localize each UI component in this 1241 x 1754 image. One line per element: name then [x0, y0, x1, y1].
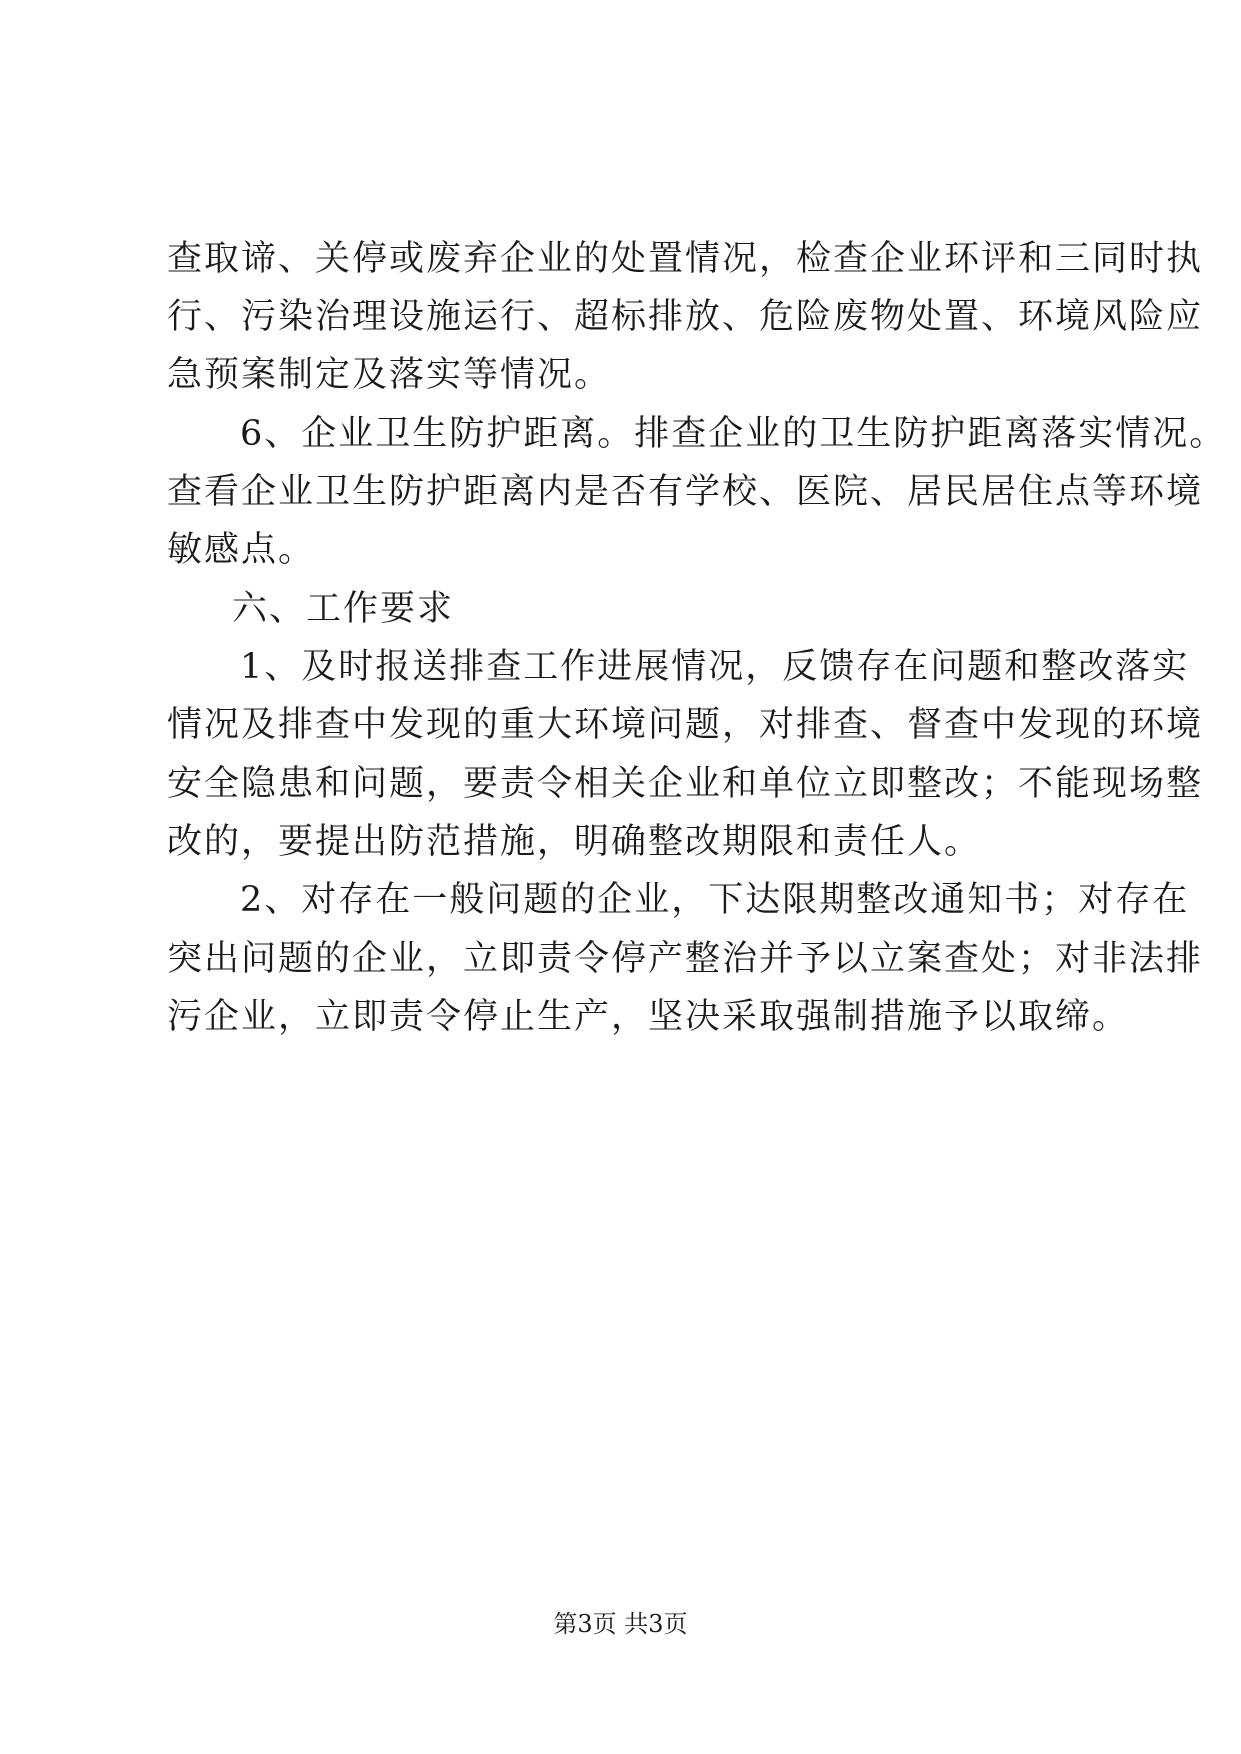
body-text-line: 查取谛、关停或废弃企业的处置情况，检查企业环评和三同时执 [167, 239, 1204, 279]
body-text-line: 行、污染治理设施运行、超标排放、危险废物处置、环境风险应 [167, 297, 1204, 337]
body-text-line: 查看企业卫生防护距离内是否有学校、医院、居民居住点等环境 [167, 472, 1204, 512]
body-text-line: 改的，要提出防范措施，明确整改期限和责任人。 [167, 822, 982, 862]
body-text-line: 敏感点。 [167, 530, 316, 570]
body-text-line: 6、企业卫生防护距离。排查企业的卫生防护距离落实情况。 [240, 414, 1227, 454]
body-text-line: 突出问题的企业，立即责令停产整治并予以立案查处；对非法排 [167, 939, 1204, 979]
body-text-line: 安全隐患和问题，要责令相关企业和单位立即整改；不能现场整 [167, 764, 1204, 804]
section-heading: 六、工作要求 [232, 589, 455, 629]
body-text-line: 急预案制定及落实等情况。 [167, 355, 612, 395]
body-text-line: 情况及排查中发现的重大环境问题，对排查、督查中发现的环境 [167, 705, 1204, 745]
body-text-line: 2、对存在一般问题的企业，下达限期整改通知书；对存在 [240, 880, 1190, 920]
body-text-line: 1、及时报送排查工作进展情况，反馈存在问题和整改落实 [240, 647, 1190, 687]
page-footer: 第3页 共3页 [553, 1610, 688, 1638]
body-text-line: 污企业，立即责令停止生产，坚决采取强制措施予以取缔。 [167, 997, 1130, 1037]
